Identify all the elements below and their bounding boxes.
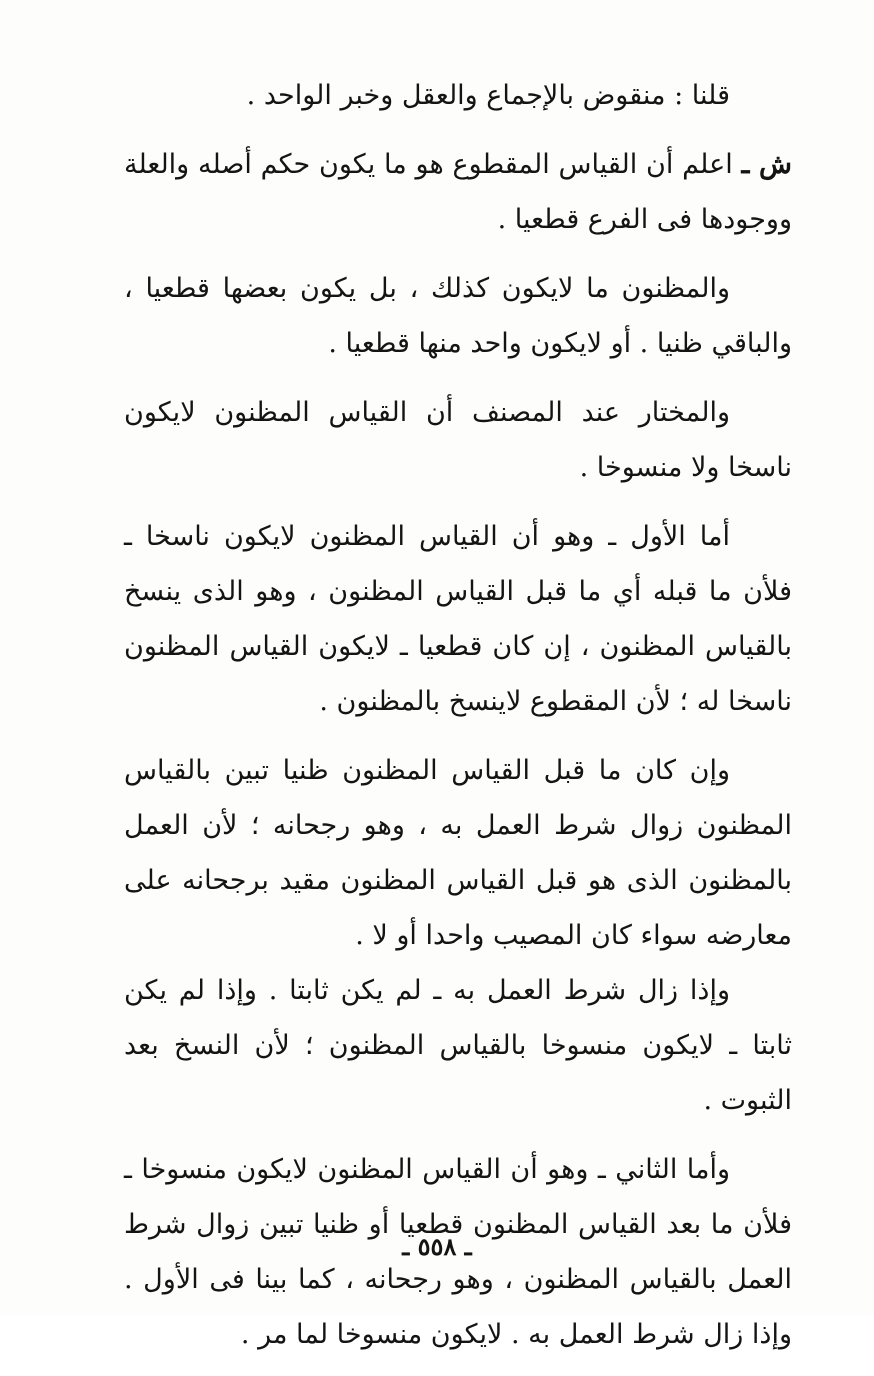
paragraph-3: والمظنون ما لايكون كذلك ، بل يكون بعضها قطعيا ، والباقي ظنيا . أو لايكون واحد منها قطعيا .	[124, 273, 792, 359]
paragraph-5: أما الأول ـ وهو أن القياس المظنون لايكون ناسخا ـ فلأن ما قبله أي ما قبل القياس المظنون ، وهو الذى ينسخ بالقياس المظنون ، إن كان قطعيا ـ لايكون القياس المظنون ناسخا له ؛ لأن المقطوع لاينسخ بالمظنون .	[124, 521, 792, 717]
paragraph-7: وإذا زال شرط العمل به ـ لم يكن ثابتا . وإذا لم يكن ثابتا ـ لايكون منسوخا بالقياس المظنون ؛ لأن النسخ بعد الثبوت .	[124, 975, 792, 1116]
paragraph-4: والمختار عند المصنف أن القياس المظنون لايكون ناسخا ولا منسوخا .	[124, 397, 792, 483]
paragraph-6: وإن كان ما قبل القياس المظنون ظنيا تبين بالقياس المظنون زوال شرط العمل به ، وهو رجحانه ؛ لأن العمل بالمظنون الذى هو قبل القياس المظنون مقيد برجحانه على معارضه سواء كان المصيب واحدا أو لا .	[124, 755, 792, 951]
paragraph-1: قلنا : منقوض بالإجماع والعقل وخبر الواحد .	[246, 80, 730, 111]
page-body	[124, 68, 792, 1376]
page-number: ـ ٥٥٨ ـ	[402, 1232, 472, 1261]
commentary-marker: ش ـ	[741, 149, 792, 180]
paragraph-2: ش ـ اعلم أن القياس المقطوع هو ما يكون حكم أصله والعلة ووجودها فى الفرع قطعيا .	[124, 149, 792, 235]
paragraph-8: وأما الثاني ـ وهو أن القياس المظنون لايكون منسوخا ـ فلأن ما بعد القياس المظنون قطعيا أو ظنيا تبين زوال شرط العمل بالقياس المظنون ، وهو رجحانه ، كما بينا فى الأول . وإذا زال شرط العمل به . لايكون منسوخا لما مر .	[124, 1154, 792, 1350]
